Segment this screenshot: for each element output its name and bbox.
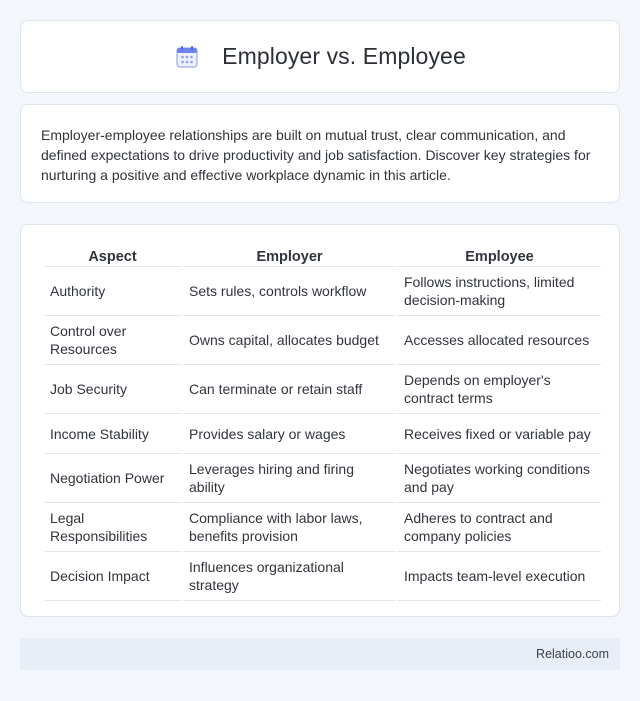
title-card xyxy=(20,20,620,93)
cell-employer: Influences organizational strategy xyxy=(183,552,396,601)
footer xyxy=(20,638,620,670)
page-title: Employer vs. Employee xyxy=(222,43,466,69)
comparison-table xyxy=(42,245,603,601)
header-employer: Employer xyxy=(183,245,396,267)
cell-aspect: Authority xyxy=(44,267,181,316)
cell-employee: Depends on employer's contract terms xyxy=(398,365,601,414)
cell-employer: Owns capital, allocates budget xyxy=(183,316,396,365)
table-row xyxy=(44,414,601,454)
header-employee: Employee xyxy=(398,245,601,267)
comparison-card xyxy=(20,224,620,617)
table-row xyxy=(44,365,601,414)
cell-employee: Receives fixed or variable pay xyxy=(398,414,601,454)
header-aspect: Aspect xyxy=(44,245,181,267)
cell-aspect: Negotiation Power xyxy=(44,454,181,503)
intro-card xyxy=(20,104,620,203)
table-row xyxy=(44,267,601,316)
intro-paragraph: Employer-employee relationships are built on mutual trust, clear communication, and defined expectations to drive productivity and job satisfaction. Discover key strategies for nurturing a positive and effective workplace dynamic in this article. xyxy=(41,127,591,183)
cell-aspect: Control over Resources xyxy=(44,316,181,365)
cell-employee: Adheres to contract and company policies xyxy=(398,503,601,552)
table-row xyxy=(44,552,601,601)
calendar-icon xyxy=(174,44,200,70)
cell-employer: Provides salary or wages xyxy=(183,414,396,454)
cell-employee: Impacts team-level execution xyxy=(398,552,601,601)
table-row xyxy=(44,503,601,552)
title-wrap xyxy=(174,43,466,70)
cell-aspect: Income Stability xyxy=(44,414,181,454)
footer-brand: Relatioo.com xyxy=(536,647,609,661)
cell-employer: Leverages hiring and firing ability xyxy=(183,454,396,503)
cell-employer: Sets rules, controls workflow xyxy=(183,267,396,316)
cell-aspect: Decision Impact xyxy=(44,552,181,601)
table-row xyxy=(44,454,601,503)
cell-employee: Follows instructions, limited decision-making xyxy=(398,267,601,316)
cell-employee: Negotiates working conditions and pay xyxy=(398,454,601,503)
cell-aspect: Job Security xyxy=(44,365,181,414)
table-header-row xyxy=(44,245,601,267)
table-row xyxy=(44,316,601,365)
cell-employee: Accesses allocated resources xyxy=(398,316,601,365)
cell-employer: Can terminate or retain staff xyxy=(183,365,396,414)
cell-aspect: Legal Responsibilities xyxy=(44,503,181,552)
cell-employer: Compliance with labor laws, benefits provision xyxy=(183,503,396,552)
